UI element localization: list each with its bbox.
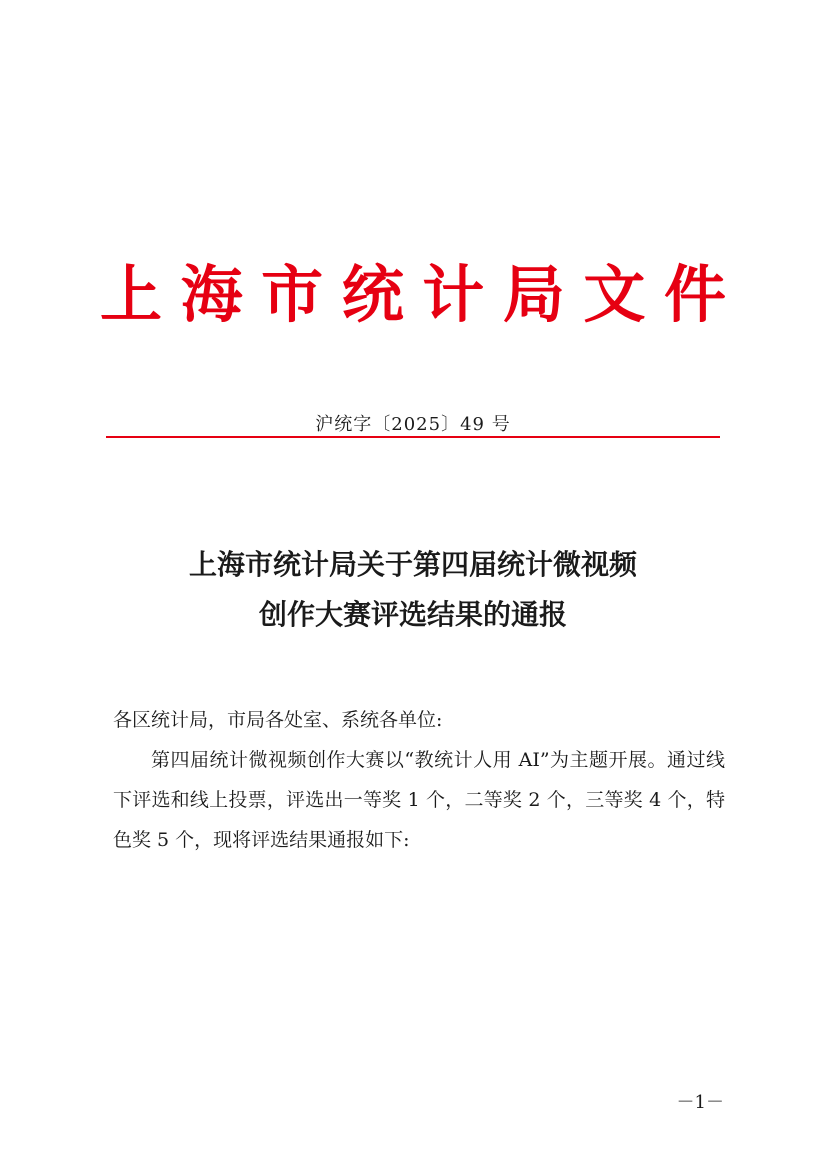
masthead-char: 文 <box>583 258 646 331</box>
masthead-char: 上 <box>100 258 163 331</box>
document-body <box>113 700 725 860</box>
document-title-line-2: 创作大赛评选结果的通报 <box>258 598 567 631</box>
masthead-char: 件 <box>663 258 726 331</box>
document-title <box>0 540 826 640</box>
document-title-line-1: 上海市统计局关于第四届统计微视频 <box>188 548 637 581</box>
masthead-char: 海 <box>180 258 243 331</box>
red-divider-line <box>106 436 720 438</box>
body-paragraph: 第四届统计微视频创作大赛以“教统计人用 AI”为主题开展。通过线下评选和线上投票，评选出一等奖 1 个，二等奖 2 个，三等奖 4 个，特色奖 5 个，现将评选结果通报如下: <box>113 749 725 851</box>
masthead <box>100 250 726 340</box>
salutation: 各区统计局，市局各处室、系统各单位: <box>113 709 443 731</box>
masthead-char: 计 <box>422 258 485 331</box>
document-number: 沪统字〔2025〕49 号 <box>315 414 511 435</box>
masthead-char: 局 <box>502 258 565 331</box>
page-number: －1－ <box>676 1092 724 1113</box>
masthead-char: 市 <box>261 258 324 331</box>
masthead-char: 统 <box>341 258 404 331</box>
